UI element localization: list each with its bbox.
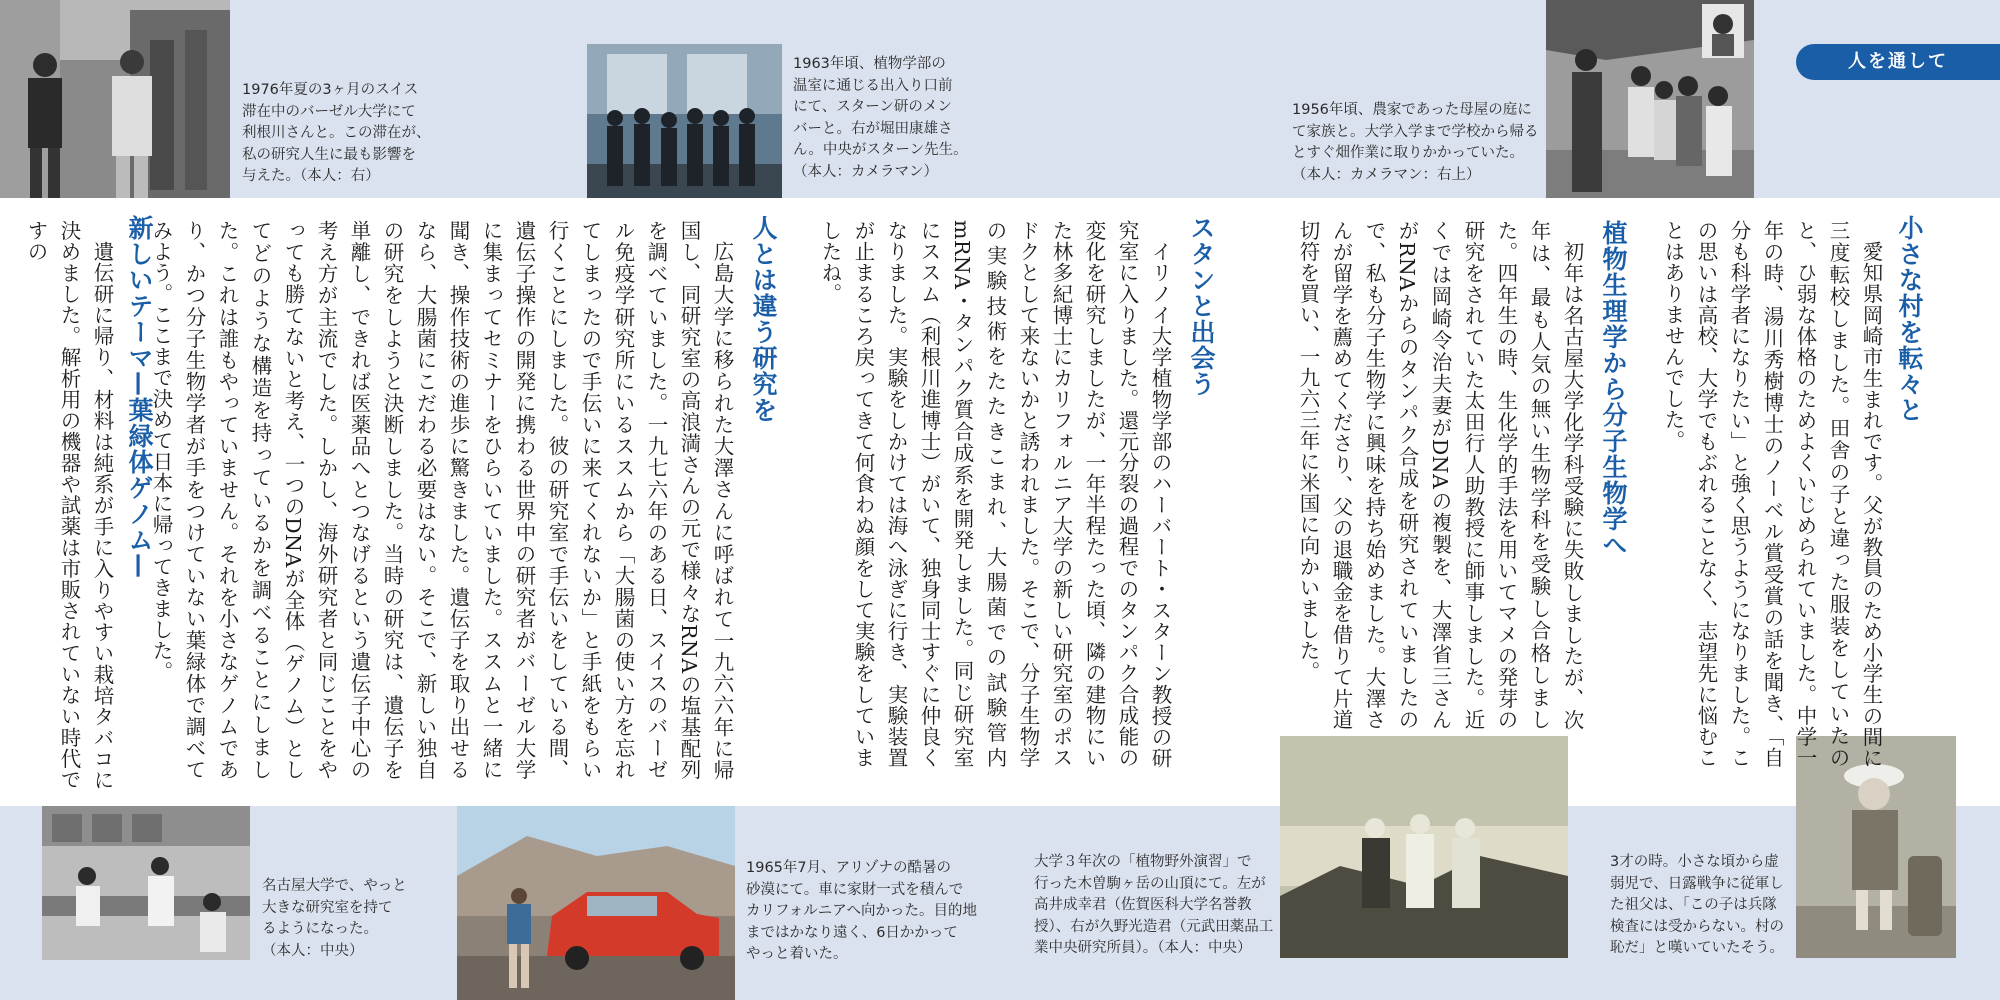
heading-small-villages: 小さな村を転々と — [1895, 215, 1924, 423]
caption-arizona-1965: 1965年7月、アリゾナの酷暑の 砂漠にて。車に家財一式を積んで カリフォルニアへ向かった。目的地 まではかなり遠く、6日かかって やっと着いた。 — [746, 860, 977, 962]
photo-nagoya-lab — [42, 806, 250, 960]
paragraph: 遺伝研に帰り、材料は純系が手に入りやすい栽培タバコに決めました。解析用の機器や試薬は市販されていない時代ですの — [24, 220, 114, 791]
section-small-villages-body — [1655, 220, 1887, 768]
photo-arizona-1965 — [457, 806, 735, 1000]
heading-unique-research: 人とは違う研究を — [749, 215, 778, 423]
heading-plant-physiology: 植物生理学から分子生物学へ — [1599, 220, 1628, 558]
caption-nagoya-lab: 名古屋大学で、やっと 大きな研究室を持て るようになった。 （本人：中央） — [262, 878, 407, 959]
heading-meet-susumu: スタンと出会う — [1187, 215, 1216, 397]
section-plant-physiology-body — [1242, 220, 1588, 730]
section-meet-susumu-body — [800, 220, 1176, 768]
caption-basel-1976: 1976年夏の3ヶ月のスイス 滞在中のバーゼル大学にて 利根川さんと。この滞在が、 私の研究人生に最も影響を 与えた。（本人：右） — [242, 82, 431, 184]
paragraph: 初年は名古屋大学化学科受験に失敗しましたが、次年は、最も人気の無い生物学科を受験し合格しました。四年生の時、生化学的手法を用いてマメの発芽の研究をされていた太田行人助教授に師事しました。近くでは岡崎令治夫妻がDNAの複製を、大澤省三さんがRNAからのタンパク合成を研究されていましたので、私も分子生物学に興味を持ち始めました。大澤さんが留学を薦めてくださり、父の退職金を借りて片道切符を買い、一九六三年に米国に向かいました。 — [1296, 220, 1584, 730]
section-new-theme-body — [24, 220, 118, 791]
paragraph: 広島大学に移られた大澤さんに呼ばれて一九六六年に帰国し、同研究室の高浪満さんの元で様々なRNAの塩基配列を調べていました。一九七六年のある日、スイスのバーゼル免疫学研究所にいるススムから「大腸菌の使い方を忘れてしまったので手伝いに来てくれないか」と手紙をもらい行くことにしました。彼の研究室で手伝いをしている間、遺伝子操作の開発に携わる世界中の研究者がバーゼル大学に集まってセミナーをひらいていました。ススムと一緒に聞き、操作技術の進歩に驚きました。遺伝子を取り出せるなら、大腸菌にこだわる必要はない。そこで、新しい独自の研究をしようと決断しました。当時の研究は、遺伝子を単離し、できれば医薬品へとつなげるという遺伝子中心の考え方が主流でした。しかし、海外研究者と同じことをやっても勝てないと考え、一つのDNAが全体（ゲノム）としてどのような構造を持っているかを調べることにしました。これは誰もやっていません。それを小さなゲノムであり、かつ分子生物学者が手をつけていない葉緑体で調べてみよう。ここまで決めて日本に帰ってきました。 — [149, 220, 734, 780]
photo-greenhouse-1963 — [587, 44, 782, 198]
caption-childhood: 3才の時。小さな頃から虚 弱児で、日露戦争に従軍し た祖父は、「この子は兵隊 検査には受からない。村の 恥だ」と嘆いていたそう。 — [1610, 854, 1784, 956]
photo-mountain-summit — [1280, 736, 1568, 958]
photo-basel-1976 — [0, 0, 230, 198]
section-tag: 人を通して — [1796, 44, 2000, 80]
heading-new-theme: 新しいテーマ—葉緑体ゲノム— — [125, 215, 154, 579]
caption-greenhouse-1963: 1963年頃、植物学部の 温室に通じる出入り口前 にて、スターン研のメン バーと。右が堀田康雄さ ん。中央がスターン先生。 （本人：カメラマン） — [793, 56, 968, 180]
section-unique-research-body — [149, 220, 738, 780]
photo-childhood-3yo — [1796, 736, 1956, 958]
paragraph: 愛知県岡崎市生まれです。父が教員のため小学生の間に三度転校しました。田舎の子と違った服装をしていたのと、ひ弱な体格のためよくいじめられていました。中学一年の時、湯川秀樹博士のノーベル賞受賞の話を聞き、「自分も科学者になりたい」と強く思うようになりました。この思いは高校、大学でもぶれることなく、志望先に悩むことはありませんでした。 — [1661, 220, 1883, 768]
caption-family-1956: 1956年頃、農家であった母屋の庭に て家族と。大学入学まで学校から帰る とすぐ畑作業に取りかかっていた。 （本人：カメラマン：右上） — [1292, 102, 1539, 183]
caption-mountain: 大学３年次の「植物野外演習」で 行った木曽駒ヶ岳の山頂にて。左が 高井成幸君（佐賀医科大学名誉教 授）、右が久野光造君（元武田薬品工 業中央研究所員）。（本人：中央） — [1034, 854, 1274, 956]
photo-family-1956 — [1546, 0, 1754, 198]
paragraph: イリノイ大学植物学部のハーバート・スターン教授の研究室に入りました。還元分裂の過程でのタンパク合成能の変化を研究しましたが、一年半程たった頃、隣の建物にいた林多紀博士にカリフォルニア大学の新しい研究室のポスドクとして来ないかと誘われました。そこで、分子生物学の実験技術をたたきこまれ、大腸菌での試験管内mRNA・タンパク質合成系を開発しました。同じ研究室にススム（利根川進博士）がいて、独身同士すぐに仲良くなりました。実験をしかけては海へ泳ぎに行き、実験装置が止まるころ戻ってきて何食わぬ顔をして実験をしていましたね。 — [818, 220, 1172, 768]
